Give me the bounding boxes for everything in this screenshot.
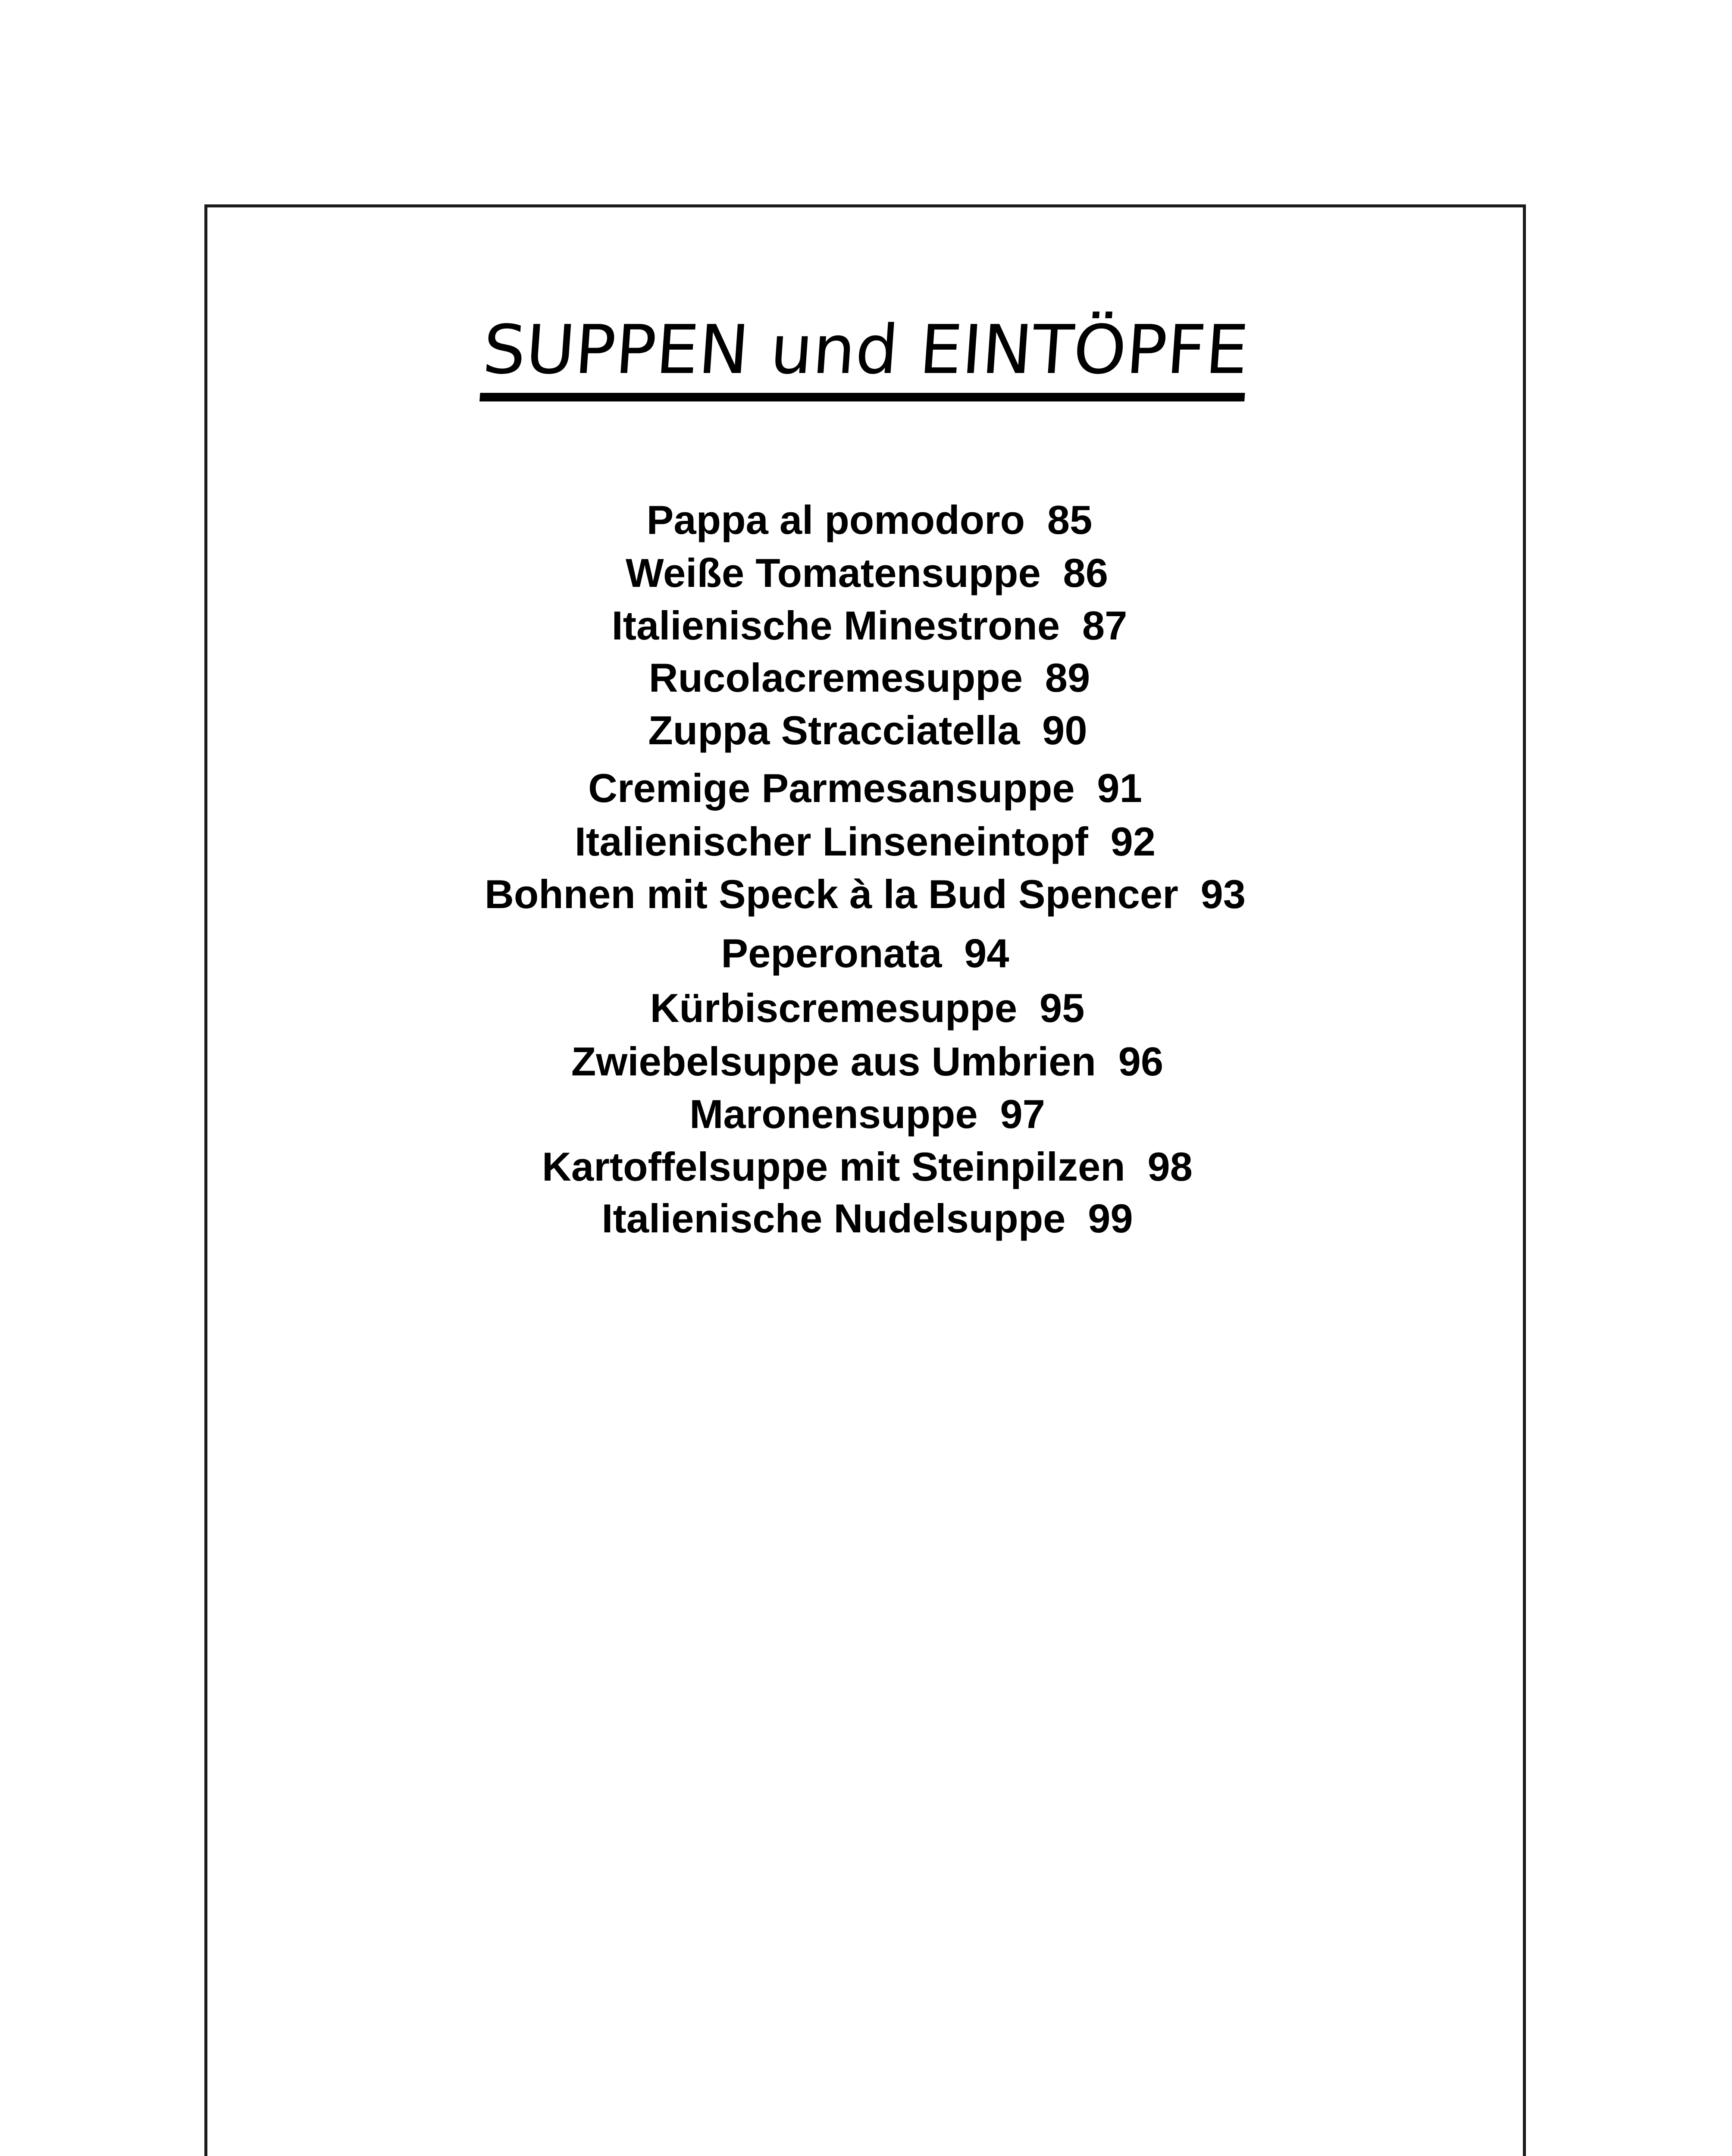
section-title-text: SUPPEN und EINTÖPFE: [479, 316, 1250, 401]
recipe-name: Peperonata: [721, 931, 942, 976]
recipe-entry: [207, 821, 1523, 862]
recipe-name: Italienische Nudelsuppe: [601, 1196, 1066, 1241]
recipe-page-number: 99: [1088, 1196, 1133, 1241]
recipe-entry: [207, 933, 1523, 974]
recipe-name: Maronensuppe: [689, 1091, 978, 1137]
recipe-name: Pappa al pomodoro: [646, 497, 1025, 542]
recipe-entry: [213, 710, 1523, 751]
recipe-entry: [212, 1091, 1523, 1137]
recipe-name: Cremige Parmesansuppe: [588, 765, 1075, 811]
recipe-page-number: 85: [1047, 497, 1093, 542]
recipe-entry: [216, 605, 1523, 646]
recipe-name: Zuppa Stracciatella: [648, 708, 1020, 753]
recipe-entry: [216, 497, 1523, 542]
page-border-frame: [204, 204, 1526, 2156]
recipe-page-number: 86: [1063, 550, 1108, 595]
section-title: [207, 310, 1523, 401]
recipe-page-number: 93: [1200, 871, 1246, 917]
recipe-entry: [207, 765, 1523, 811]
recipe-entry: [212, 1144, 1523, 1189]
recipe-page-number: 91: [1097, 765, 1142, 811]
recipe-page-number: 87: [1082, 603, 1128, 648]
recipe-entry: [211, 550, 1523, 595]
recipe-page-number: 97: [1000, 1091, 1045, 1137]
recipe-page-number: 92: [1110, 819, 1156, 864]
recipe-name: Kürbiscremesuppe: [650, 985, 1018, 1031]
recipe-page-number: 89: [1045, 655, 1090, 700]
recipe-name: Zwiebelsuppe aus Umbrien: [571, 1039, 1096, 1084]
recipe-page-number: 96: [1118, 1039, 1164, 1084]
recipe-entry: [212, 1041, 1523, 1082]
recipe-name: Bohnen mit Speck à la Bud Spencer: [484, 871, 1178, 917]
recipe-page-number: 90: [1042, 708, 1087, 753]
recipe-name: Kartoffelsuppe mit Steinpilzen: [542, 1144, 1125, 1189]
recipe-name: Weiße Tomatensuppe: [625, 550, 1041, 595]
recipe-page-number: 98: [1147, 1144, 1193, 1189]
recipe-name: Italienischer Linseneintopf: [574, 819, 1088, 864]
recipe-entry: [216, 655, 1523, 700]
recipe-entry: [212, 1198, 1523, 1239]
recipe-name: Rucolacremesuppe: [648, 655, 1023, 700]
recipe-name: Italienische Minestrone: [611, 603, 1060, 648]
recipe-entry: [212, 985, 1523, 1031]
recipe-page-number: 95: [1039, 985, 1085, 1031]
recipe-page-number: 94: [964, 931, 1009, 976]
recipe-entry: [207, 871, 1523, 917]
